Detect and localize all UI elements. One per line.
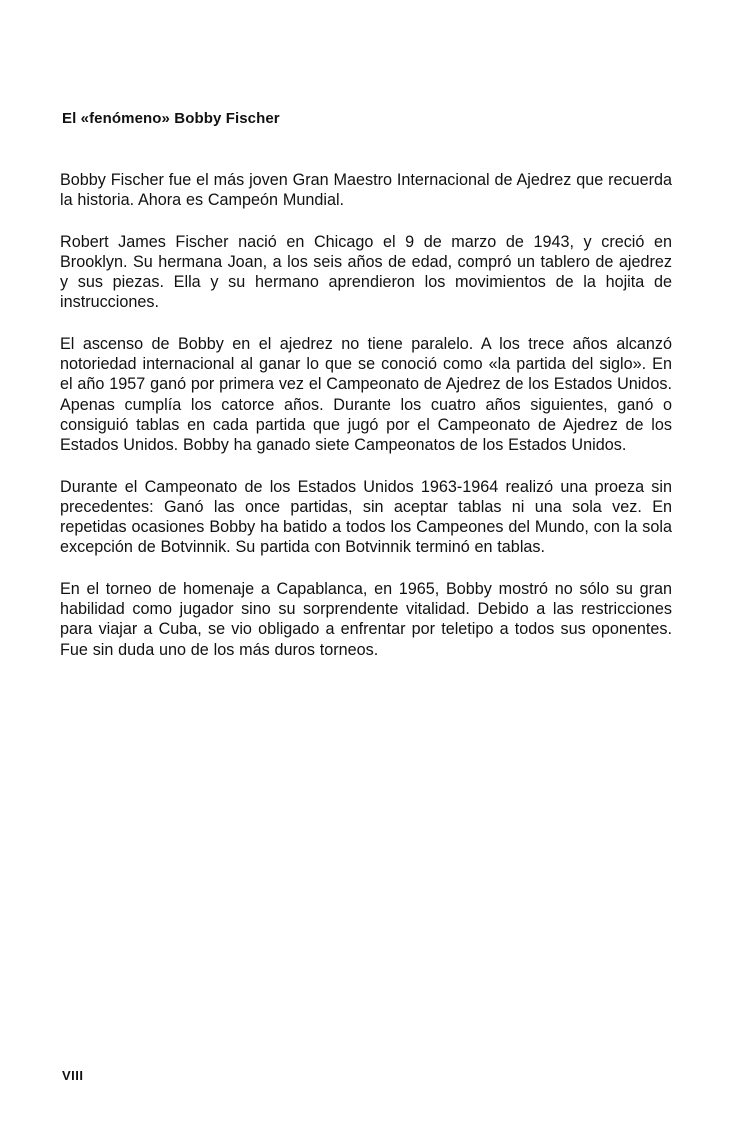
paragraph-capablanca: En el torneo de homenaje a Capablanca, en 1965, Bobby mostró no sólo su gran habilidad como jugador sino su sorprendente vitalidad. Debido a las restricciones para viajar a Cuba, se vio obligado a enfrentar por teletipo a todos sus oponentes. Fue sin duda uno de los más duros torneos. [60,579,672,659]
paragraph-ascent: El ascenso de Bobby en el ajedrez no tiene paralelo. A los trece años alcanzó notoriedad internacional al ganar lo que se conoció como «la partida del siglo». En el año 1957 ganó por primera vez el Campeonato de Ajedrez de los Estados Unidos. Apenas cumplía los catorce años. Durante los cuatro años siguientes, ganó o consiguió tablas en cada partida que jugó por el Campeonato de Ajedrez de los Estados Unidos. Bobby ha ganado siete Campeonatos de los Estados Unidos. [60,334,672,455]
body-text [60,170,672,681]
paragraph-birth: Robert James Fischer nació en Chicago el 9 de marzo de 1943, y creció en Brooklyn. Su hermana Joan, a los seis años de edad, compró un tablero de ajedrez y sus piezas. Ella y su hermano aprendieron los movimientos de la hojita de instrucciones. [60,232,672,312]
page-number: VIII [62,1068,84,1083]
section-heading: El «fenómeno» Bobby Fischer [62,110,280,127]
paragraph-intro: Bobby Fischer fue el más joven Gran Maestro Internacional de Ajedrez que recuerda la historia. Ahora es Campeón Mundial. [60,171,672,210]
paragraph-championship: Durante el Campeonato de los Estados Unidos 1963-1964 realizó una proeza sin precedentes: Ganó las once partidas, sin aceptar tablas ni una sola vez. En repetidas ocasiones Bobby ha batido a todos los Campeones del Mundo, con la sola excepción de Botvinnik. Su partida con Botvinnik terminó en tablas. [60,477,672,557]
